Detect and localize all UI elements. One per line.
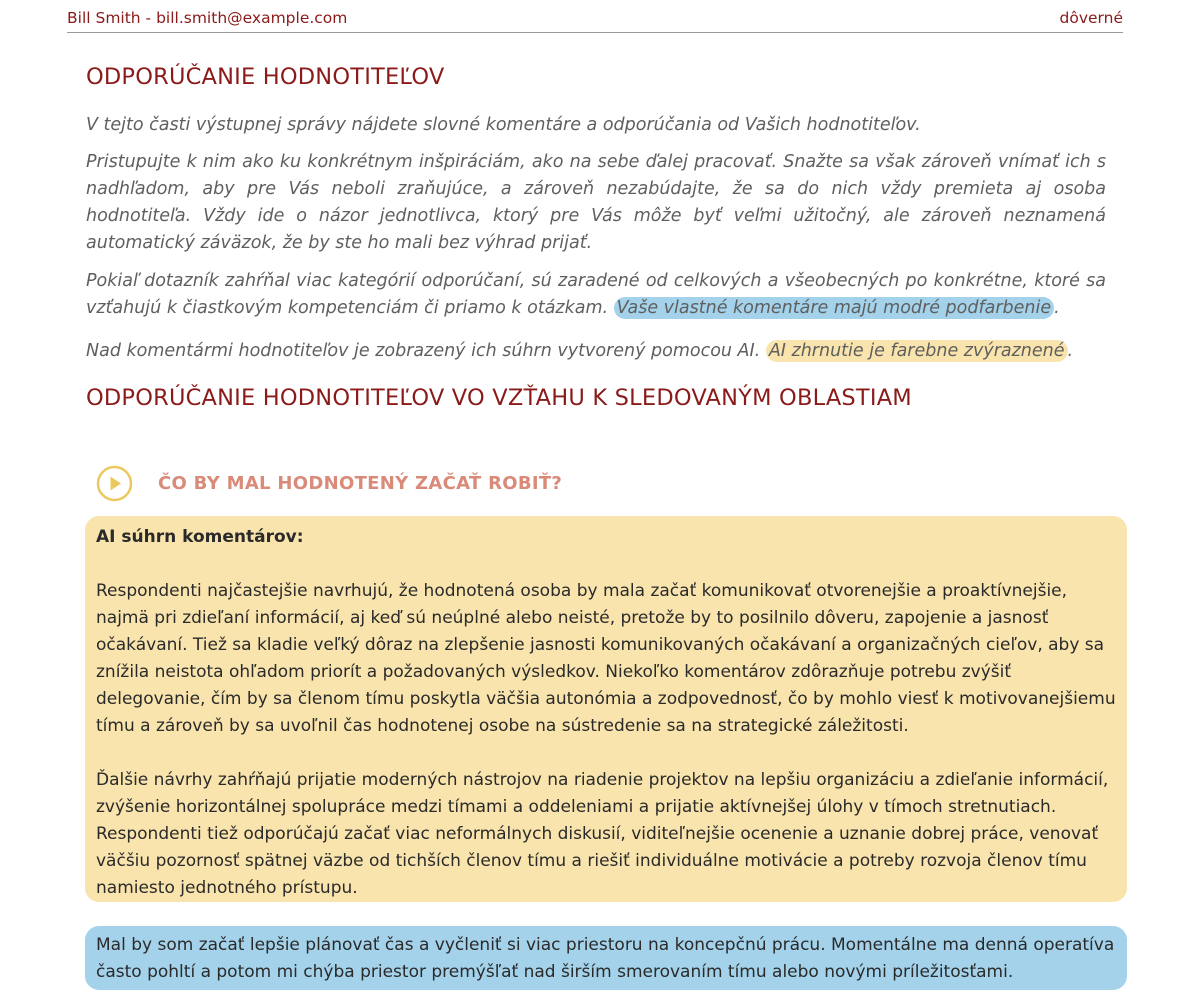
subsection-title: ODPORÚČANIE HODNOTITEĽOV VO VZŤAHU K SLEDOVANÝM OBLASTIAM [86,385,912,411]
intro-text-2: Pristupujte k nim ako ku konkrétnym inšpiráciám, ako na sebe ďalej pracovať. Snažte sa však zároveň vnímať ich s nadhľadom, aby pre Vás neboli zraňujúce, a zároveň nezabúdajte, že sa do nich vždy premieta aj osoba hodnotiteľa. Vždy ide o názor jednotlivca, ktorý pre Vás môže byť veľmi užitočný, ale zároveň neznamená automatický záväzok, že by ste ho mali bez výhrad prijať. [86,152,1106,253]
confidential-label: dôverné [1059,9,1123,27]
question-heading [96,465,796,505]
intro-text-3: Pokiaľ dotazník zahŕňal viac kategórií odporúčaní, sú zaradené od celkových a všeobecných po konkrétne, ktoré sa vzťahujú k čiastkovým kompetenciám či priamo k otázkam. [86,271,1106,318]
page-header [67,8,1123,33]
intro-text-1: V tejto časti výstupnej správy nájdete slovné komentáre a odporúčania od Vašich hodnotiteľov. [86,115,921,135]
author-info: Bill Smith - bill.smith@example.com [67,9,348,27]
intro-text-4-wrapper [86,338,1106,365]
intro-paragraph-1 [86,112,1106,139]
ai-summary-paragraph-1: Respondenti najčastejšie navrhujú, že hodnotená osoba by mala začať komunikovať otvorenejšie a proaktívnejšie, najmä pri zdieľaní informácií, aj keď sú neúplné alebo neisté, pretože by to posilnilo dôveru, zapojenie a jasnosť očakávaní. Tiež sa kladie veľký dôraz na zlepšenie jasnosti komunikovaných očakávaní a organizačných cieľov, aby sa znížila neistota ohľadom priorít a požadovaných výsledkov. Niekoľko komentárov zdôrazňuje potrebu zvýšiť delegovanie, čím by sa členom tímu poskytla väčšia autonómia a zodpovednosť, čo by mohlo viesť k motivovanejšiemu tímu a zároveň by sa uvoľnil čas hodnotenej osobe na sústredenie sa na strategické záležitosti. [96,581,1116,736]
ai-summary-legend: AI zhrnutie je farebne zvýraznené [766,340,1068,362]
intro-text-3-end: . [1054,298,1060,318]
intro-paragraph-3 [86,268,1106,322]
intro-text-3-wrapper [86,268,1106,322]
ai-summary-title: AI súhrn komentárov: [96,527,304,547]
section-title: ODPORÚČANIE HODNOTITEĽOV [86,64,445,90]
intro-text-4-end: . [1067,341,1074,361]
own-comment-box [85,926,1127,990]
intro-paragraph-4 [86,338,1106,365]
ai-summary-paragraph-2: Ďalšie návrhy zahŕňajú prijatie moderných nástrojov na riadenie projektov na lepšiu organizáciu a zdieľanie informácií, zvýšenie horizontálnej spolupráce medzi tímami a oddeleniami a prijatie aktívnejšej úlohy v tímoch stretnutiach. Respondenti tiež odporúčajú začať viac neformálnych diskusií, viditeľnejšie ocenenie a uznanie dobrej práce, venovať väčšiu pozornosť spätnej väzbe od tichších členov tímu a riešiť individuálne motivácie a potreby rozvoja členov tímu namiesto jednotného prístupu. [96,770,1109,898]
own-comment-text: Mal by som začať lepšie plánovať čas a vyčleniť si viac priestoru na koncepčnú prácu. Momentálne ma denná operatíva často pohltí a potom mi chýba priestor premýšľať nad širším smerovaním tímu alebo novými príležitosťami. [96,935,1115,982]
intro-text-4: Nad komentármi hodnotiteľov je zobrazený ich súhrn vytvorený pomocou AI. [86,341,761,361]
play-circle-icon [96,465,133,502]
own-comment-legend: Vaše vlastné komentáre majú modré podfarbenie [614,297,1055,319]
question-text: ČO BY MAL HODNOTENÝ ZAČAŤ ROBIŤ? [158,473,563,494]
intro-paragraph-2 [86,149,1106,257]
ai-summary-box [85,516,1127,902]
